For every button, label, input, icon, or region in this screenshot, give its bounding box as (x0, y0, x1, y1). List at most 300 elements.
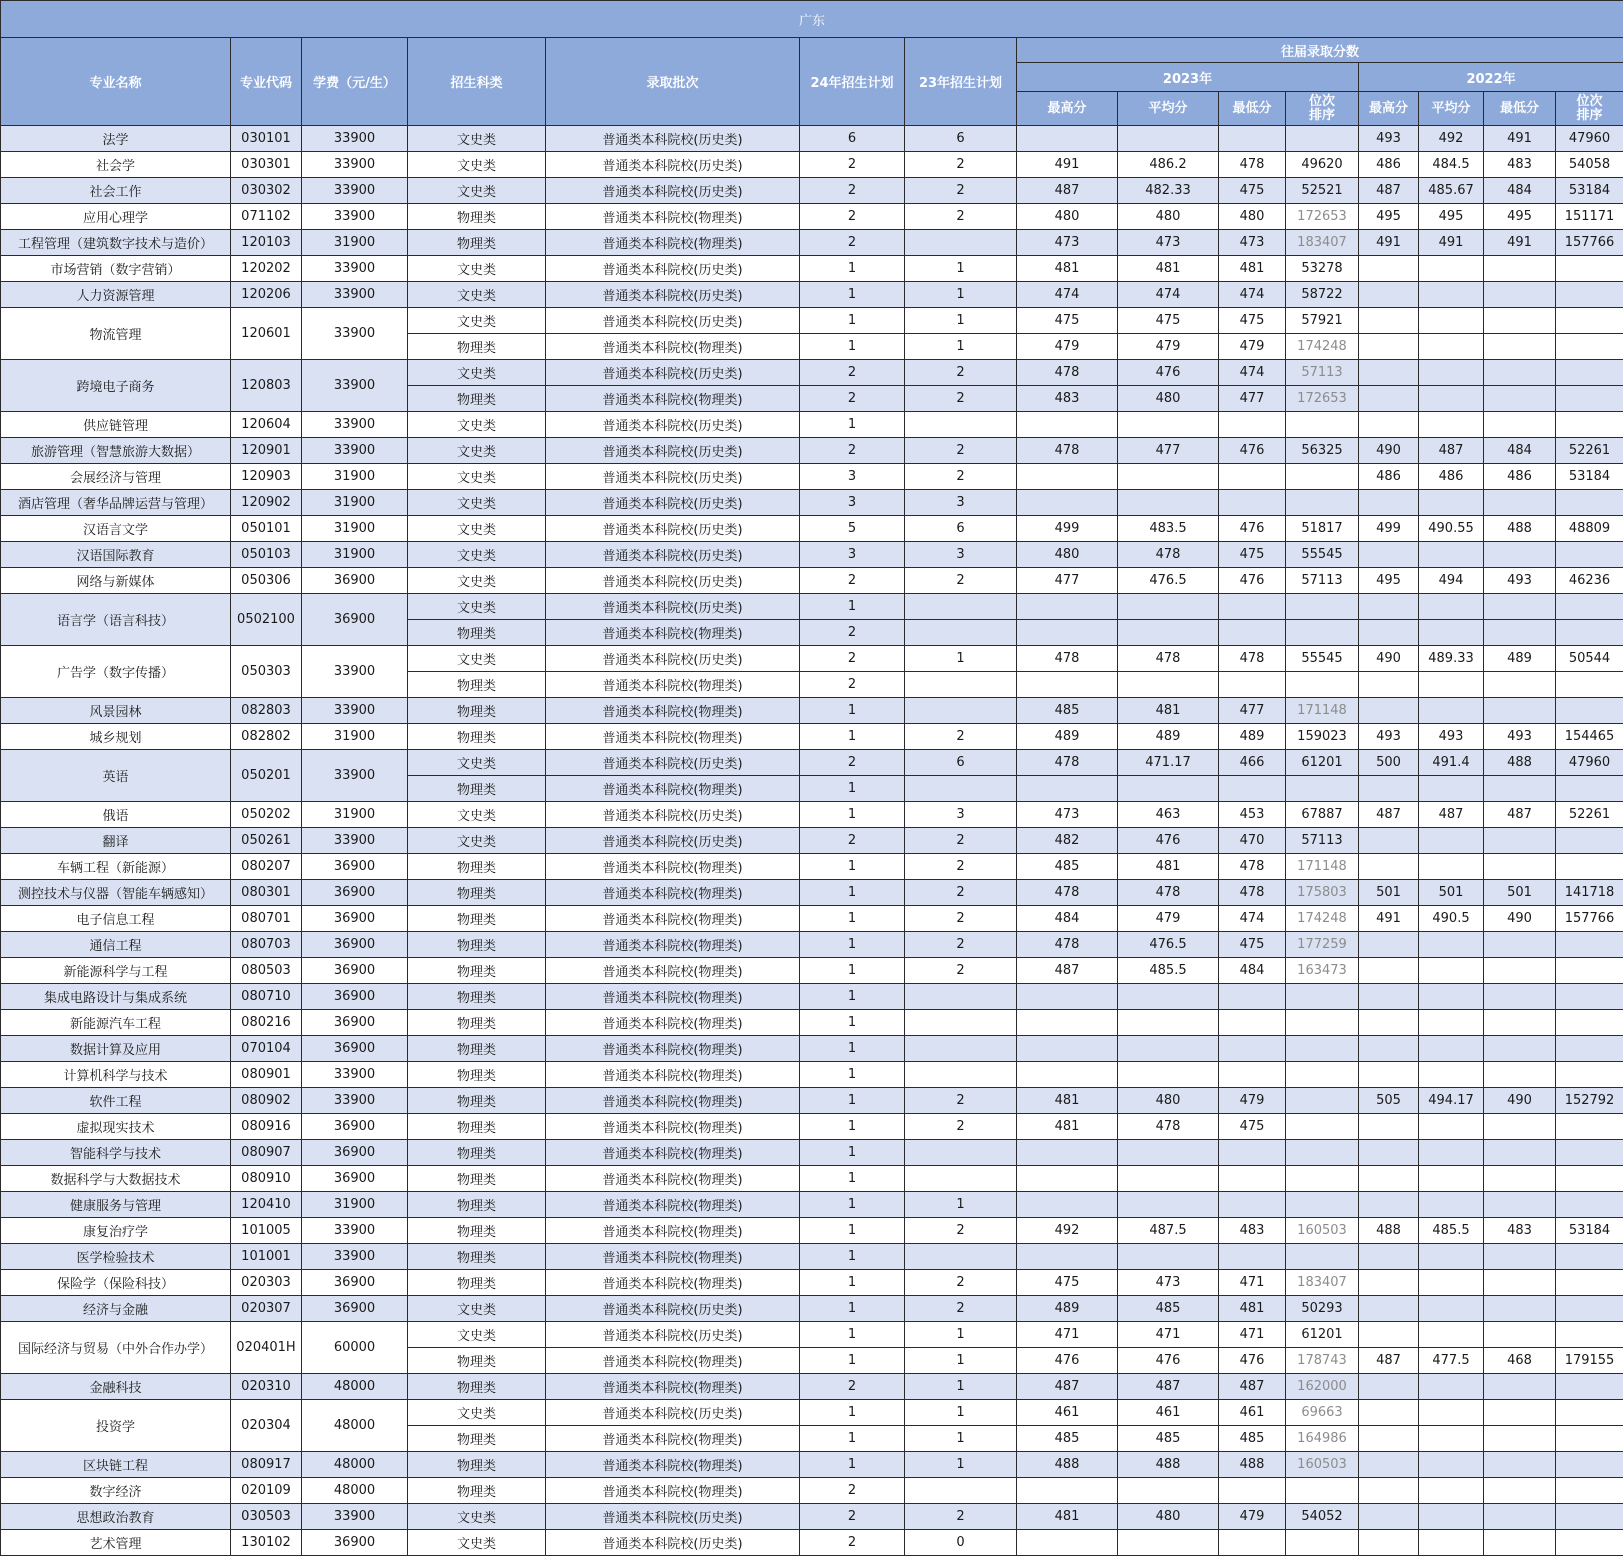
avg-2023-cell: 486.2 (1118, 152, 1219, 178)
batch-cell: 普通类本科院校(历史类) (546, 802, 800, 828)
rank-2022-cell: 50544 (1556, 646, 1623, 672)
table-row (1, 724, 1623, 750)
plan23-cell: 6 (905, 126, 1017, 152)
category-cell: 文史类 (408, 308, 546, 334)
max-2022-cell: 490 (1359, 646, 1419, 672)
plan24-cell: 1 (800, 1218, 905, 1244)
plan24-cell: 1 (800, 282, 905, 308)
min-2023-cell (1219, 984, 1286, 1010)
min-2022-cell (1484, 256, 1556, 282)
avg-2023-cell (1118, 1140, 1219, 1166)
plan24-cell: 2 (800, 438, 905, 464)
major-code: 120902 (231, 490, 302, 516)
min-2022-cell (1484, 282, 1556, 308)
category-cell: 文史类 (408, 178, 546, 204)
avg-2022-cell: 491.4 (1419, 750, 1484, 776)
min-2023-cell: 477 (1219, 386, 1286, 412)
avg-2022-cell (1419, 1140, 1484, 1166)
batch-cell: 普通类本科院校(物理类) (546, 1062, 800, 1088)
rank-2022-cell (1556, 1244, 1623, 1270)
max-2022-cell (1359, 1114, 1419, 1140)
max-2023-cell (1017, 1036, 1118, 1062)
major-name: 艺术管理 (1, 1530, 231, 1556)
avg-2023-cell: 475 (1118, 308, 1219, 334)
plan23-cell: 2 (905, 386, 1017, 412)
min-2022-cell (1484, 672, 1556, 698)
max-2023-cell (1017, 984, 1118, 1010)
table-row (1, 594, 1623, 620)
major-name: 健康服务与管理 (1, 1192, 231, 1218)
major-fee: 31900 (302, 490, 408, 516)
major-name: 金融科技 (1, 1374, 231, 1400)
rank-2023-cell: 57113 (1286, 360, 1359, 386)
category-cell: 物理类 (408, 672, 546, 698)
plan24-cell: 1 (800, 776, 905, 802)
category-cell: 文史类 (408, 594, 546, 620)
max-2022-cell (1359, 542, 1419, 568)
rank-2022-cell (1556, 1400, 1623, 1426)
max-2023-cell: 499 (1017, 516, 1118, 542)
plan24-cell: 1 (800, 958, 905, 984)
plan24-cell: 2 (800, 568, 905, 594)
min-2023-cell: 474 (1219, 906, 1286, 932)
min-2022-cell: 490 (1484, 1088, 1556, 1114)
major-code: 082803 (231, 698, 302, 724)
min-2022-cell (1484, 386, 1556, 412)
rank-2022-cell (1556, 282, 1623, 308)
major-fee: 36900 (302, 1166, 408, 1192)
avg-2022-cell (1419, 334, 1484, 360)
major-name: 虚拟现实技术 (1, 1114, 231, 1140)
rank-2022-cell: 53184 (1556, 464, 1623, 490)
rank-2023-cell (1286, 776, 1359, 802)
avg-2023-cell: 478 (1118, 646, 1219, 672)
min-2023-cell: 476 (1219, 516, 1286, 542)
major-fee: 31900 (302, 802, 408, 828)
max-2022-cell (1359, 1478, 1419, 1504)
major-name: 物流管理 (1, 308, 231, 360)
avg-2023-cell (1118, 1166, 1219, 1192)
plan24-cell: 2 (800, 386, 905, 412)
rank-2022-cell: 154465 (1556, 724, 1623, 750)
avg-2022-cell: 489.33 (1419, 646, 1484, 672)
category-cell: 物理类 (408, 906, 546, 932)
category-cell: 文史类 (408, 828, 546, 854)
min-2023-cell: 471 (1219, 1322, 1286, 1348)
plan24-cell: 1 (800, 906, 905, 932)
table-row (1, 906, 1623, 932)
plan24-cell: 2 (800, 178, 905, 204)
avg-2023-cell (1118, 1062, 1219, 1088)
major-fee: 36900 (302, 880, 408, 906)
rank-2023-cell (1286, 1192, 1359, 1218)
table-row (1, 438, 1623, 464)
plan23-cell: 2 (905, 1218, 1017, 1244)
min-2023-cell: 481 (1219, 1296, 1286, 1322)
avg-2022-cell (1419, 1270, 1484, 1296)
major-code: 080907 (231, 1140, 302, 1166)
major-code: 080916 (231, 1114, 302, 1140)
category-cell: 物理类 (408, 1348, 546, 1374)
max-2022-cell (1359, 932, 1419, 958)
batch-cell: 普通类本科院校(物理类) (546, 1218, 800, 1244)
max-2023-cell: 485 (1017, 698, 1118, 724)
avg-2022-cell (1419, 386, 1484, 412)
min-2022-cell: 501 (1484, 880, 1556, 906)
major-name: 市场营销（数字营销） (1, 256, 231, 282)
max-2022-cell: 486 (1359, 464, 1419, 490)
max-2023-cell: 473 (1017, 802, 1118, 828)
min-2023-cell: 483 (1219, 1218, 1286, 1244)
rank-2023-cell: 174248 (1286, 334, 1359, 360)
min-2022-cell (1484, 594, 1556, 620)
min-2023-cell: 481 (1219, 256, 1286, 282)
major-code: 120202 (231, 256, 302, 282)
major-name: 语言学（语言科技） (1, 594, 231, 646)
category-cell: 文史类 (408, 126, 546, 152)
table-row (1, 1244, 1623, 1270)
batch-cell: 普通类本科院校(历史类) (546, 308, 800, 334)
category-cell: 文史类 (408, 438, 546, 464)
max-2022-cell (1359, 620, 1419, 646)
rank-2023-cell: 183407 (1286, 230, 1359, 256)
major-fee: 31900 (302, 464, 408, 490)
max-2023-cell: 479 (1017, 334, 1118, 360)
batch-cell: 普通类本科院校(物理类) (546, 1426, 800, 1452)
avg-2022-cell (1419, 1530, 1484, 1556)
max-2023-cell: 487 (1017, 1374, 1118, 1400)
plan24-cell: 1 (800, 1270, 905, 1296)
plan23-cell: 2 (905, 464, 1017, 490)
category-cell: 文史类 (408, 360, 546, 386)
category-cell: 物理类 (408, 1192, 546, 1218)
major-code: 070104 (231, 1036, 302, 1062)
min-2023-cell: 485 (1219, 1426, 1286, 1452)
max-2022-cell: 490 (1359, 438, 1419, 464)
major-name: 人力资源管理 (1, 282, 231, 308)
max-2023-cell: 478 (1017, 438, 1118, 464)
max-2023-cell (1017, 776, 1118, 802)
rank-2022-cell (1556, 1036, 1623, 1062)
major-fee: 33900 (302, 308, 408, 360)
plan24-cell: 1 (800, 256, 905, 282)
major-code: 020304 (231, 1400, 302, 1452)
batch-cell: 普通类本科院校(物理类) (546, 1166, 800, 1192)
plan24-cell: 5 (800, 516, 905, 542)
min-2022-cell (1484, 1478, 1556, 1504)
plan23-cell (905, 230, 1017, 256)
batch-cell: 普通类本科院校(物理类) (546, 724, 800, 750)
max-2023-cell: 488 (1017, 1452, 1118, 1478)
category-cell: 物理类 (408, 1218, 546, 1244)
plan24-cell: 2 (800, 1504, 905, 1530)
plan23-cell (905, 1010, 1017, 1036)
plan24-cell: 2 (800, 750, 905, 776)
category-cell: 物理类 (408, 776, 546, 802)
major-fee: 36900 (302, 906, 408, 932)
plan23-cell (905, 1062, 1017, 1088)
max-2022-cell (1359, 1426, 1419, 1452)
major-fee: 33900 (302, 698, 408, 724)
major-fee: 33900 (302, 750, 408, 802)
category-cell: 物理类 (408, 334, 546, 360)
table-row (1, 464, 1623, 490)
category-cell: 物理类 (408, 698, 546, 724)
plan23-cell: 1 (905, 1374, 1017, 1400)
batch-cell: 普通类本科院校(历史类) (546, 828, 800, 854)
min-2022-cell (1484, 1166, 1556, 1192)
major-fee: 33900 (302, 1088, 408, 1114)
major-name: 思想政治教育 (1, 1504, 231, 1530)
plan24-cell: 1 (800, 854, 905, 880)
rank-2022-cell (1556, 1530, 1623, 1556)
avg-2023-cell: 483.5 (1118, 516, 1219, 542)
plan24-cell: 2 (800, 620, 905, 646)
min-2023-cell: 475 (1219, 932, 1286, 958)
rank-2022-cell: 152792 (1556, 1088, 1623, 1114)
max-2023-cell (1017, 1530, 1118, 1556)
major-name: 智能科学与技术 (1, 1140, 231, 1166)
min-2022-cell (1484, 412, 1556, 438)
max-2022-cell: 487 (1359, 1348, 1419, 1374)
rank-2023-cell: 171148 (1286, 698, 1359, 724)
max-2023-cell: 478 (1017, 360, 1118, 386)
major-name: 新能源汽车工程 (1, 1010, 231, 1036)
batch-cell: 普通类本科院校(物理类) (546, 880, 800, 906)
table-row (1, 152, 1623, 178)
max-2023-cell (1017, 126, 1118, 152)
rank-2023-cell: 54052 (1286, 1504, 1359, 1530)
plan24-cell: 2 (800, 1478, 905, 1504)
avg-2023-cell: 476.5 (1118, 568, 1219, 594)
rank-2022-cell (1556, 1504, 1623, 1530)
table-row (1, 1192, 1623, 1218)
avg-2023-cell: 478 (1118, 1114, 1219, 1140)
min-2023-cell (1219, 594, 1286, 620)
category-cell: 物理类 (408, 1088, 546, 1114)
max-2022-cell (1359, 1192, 1419, 1218)
rank-2023-cell: 61201 (1286, 1322, 1359, 1348)
max-2023-cell: 487 (1017, 178, 1118, 204)
batch-cell: 普通类本科院校(物理类) (546, 854, 800, 880)
min-2022-cell: 483 (1484, 1218, 1556, 1244)
header-year-2022: 2022年 (1359, 63, 1623, 92)
major-code: 120601 (231, 308, 302, 360)
major-code: 120206 (231, 282, 302, 308)
max-2022-cell: 500 (1359, 750, 1419, 776)
category-cell: 物理类 (408, 1010, 546, 1036)
major-name: 数据科学与大数据技术 (1, 1166, 231, 1192)
max-2022-cell (1359, 984, 1419, 1010)
table-row (1, 1114, 1623, 1140)
major-name: 英语 (1, 750, 231, 802)
batch-cell: 普通类本科院校(物理类) (546, 230, 800, 256)
avg-2022-cell (1419, 776, 1484, 802)
plan23-cell: 2 (905, 152, 1017, 178)
rank-2023-cell: 55545 (1286, 646, 1359, 672)
category-cell: 物理类 (408, 1270, 546, 1296)
min-2022-cell: 483 (1484, 152, 1556, 178)
rank-2022-cell (1556, 1166, 1623, 1192)
min-2023-cell: 475 (1219, 1114, 1286, 1140)
major-fee: 36900 (302, 958, 408, 984)
table-row (1, 1140, 1623, 1166)
avg-2022-cell: 494.17 (1419, 1088, 1484, 1114)
min-2022-cell: 491 (1484, 126, 1556, 152)
max-2023-cell: 489 (1017, 1296, 1118, 1322)
rank-2023-cell (1286, 1010, 1359, 1036)
major-fee: 33900 (302, 412, 408, 438)
avg-2023-cell (1118, 672, 1219, 698)
avg-2023-cell: 485 (1118, 1426, 1219, 1452)
major-name: 法学 (1, 126, 231, 152)
batch-cell: 普通类本科院校(历史类) (546, 1530, 800, 1556)
max-2022-cell (1359, 1296, 1419, 1322)
avg-2023-cell (1118, 984, 1219, 1010)
avg-2023-cell: 480 (1118, 1504, 1219, 1530)
major-fee: 33900 (302, 152, 408, 178)
avg-2023-cell: 479 (1118, 334, 1219, 360)
major-code: 080207 (231, 854, 302, 880)
plan23-cell (905, 698, 1017, 724)
batch-cell: 普通类本科院校(物理类) (546, 1452, 800, 1478)
avg-2022-cell: 477.5 (1419, 1348, 1484, 1374)
table-row (1, 1374, 1623, 1400)
batch-cell: 普通类本科院校(物理类) (546, 1088, 800, 1114)
max-2022-cell (1359, 386, 1419, 412)
header-max-2023: 最高分 (1017, 92, 1118, 126)
max-2022-cell (1359, 672, 1419, 698)
major-fee: 36900 (302, 1270, 408, 1296)
min-2023-cell: 453 (1219, 802, 1286, 828)
category-cell: 文史类 (408, 464, 546, 490)
avg-2022-cell (1419, 282, 1484, 308)
category-cell: 物理类 (408, 1374, 546, 1400)
max-2023-cell (1017, 1062, 1118, 1088)
major-fee: 33900 (302, 282, 408, 308)
avg-2023-cell: 482.33 (1118, 178, 1219, 204)
rank-2023-cell: 162000 (1286, 1374, 1359, 1400)
major-name: 风景园林 (1, 698, 231, 724)
major-name: 翻译 (1, 828, 231, 854)
major-code: 050201 (231, 750, 302, 802)
major-name: 数据计算及应用 (1, 1036, 231, 1062)
avg-2023-cell (1118, 464, 1219, 490)
avg-2022-cell (1419, 542, 1484, 568)
plan24-cell: 3 (800, 490, 905, 516)
min-2022-cell: 487 (1484, 802, 1556, 828)
table-row (1, 698, 1623, 724)
avg-2023-cell: 481 (1118, 256, 1219, 282)
min-2022-cell (1484, 1010, 1556, 1036)
batch-cell: 普通类本科院校(物理类) (546, 672, 800, 698)
avg-2022-cell (1419, 854, 1484, 880)
table-row (1, 516, 1623, 542)
plan23-cell: 0 (905, 1530, 1017, 1556)
category-cell: 物理类 (408, 724, 546, 750)
table-row (1, 1036, 1623, 1062)
min-2022-cell (1484, 1036, 1556, 1062)
plan23-cell: 6 (905, 750, 1017, 776)
major-fee: 36900 (302, 1114, 408, 1140)
batch-cell: 普通类本科院校(历史类) (546, 256, 800, 282)
category-cell: 文史类 (408, 1296, 546, 1322)
min-2023-cell: 478 (1219, 646, 1286, 672)
max-2022-cell (1359, 1010, 1419, 1036)
plan24-cell: 2 (800, 360, 905, 386)
plan23-cell: 1 (905, 1400, 1017, 1426)
batch-cell: 普通类本科院校(物理类) (546, 1374, 800, 1400)
plan23-cell: 1 (905, 646, 1017, 672)
max-2022-cell: 501 (1359, 880, 1419, 906)
min-2023-cell (1219, 1010, 1286, 1036)
table-row (1, 360, 1623, 386)
min-2022-cell (1484, 1114, 1556, 1140)
major-code: 120604 (231, 412, 302, 438)
avg-2022-cell (1419, 1478, 1484, 1504)
major-name: 旅游管理（智慧旅游大数据） (1, 438, 231, 464)
category-cell: 文史类 (408, 542, 546, 568)
max-2022-cell (1359, 490, 1419, 516)
avg-2022-cell (1419, 932, 1484, 958)
max-2022-cell: 499 (1359, 516, 1419, 542)
min-2023-cell: 475 (1219, 308, 1286, 334)
max-2023-cell (1017, 412, 1118, 438)
header-name: 专业名称 (1, 38, 231, 126)
max-2022-cell (1359, 1270, 1419, 1296)
min-2023-cell: 477 (1219, 698, 1286, 724)
major-fee: 36900 (302, 1530, 408, 1556)
header-fee: 学费（元/生） (302, 38, 408, 126)
plan23-cell: 2 (905, 724, 1017, 750)
min-2022-cell (1484, 1062, 1556, 1088)
major-name: 通信工程 (1, 932, 231, 958)
avg-2023-cell: 474 (1118, 282, 1219, 308)
min-2023-cell: 471 (1219, 1270, 1286, 1296)
batch-cell: 普通类本科院校(历史类) (546, 282, 800, 308)
rank-2022-cell (1556, 412, 1623, 438)
rank-2023-cell: 175803 (1286, 880, 1359, 906)
rank-2023-cell: 159023 (1286, 724, 1359, 750)
batch-cell: 普通类本科院校(物理类) (546, 984, 800, 1010)
max-2023-cell: 481 (1017, 1504, 1118, 1530)
plan24-cell: 1 (800, 1296, 905, 1322)
avg-2023-cell (1118, 126, 1219, 152)
max-2022-cell (1359, 334, 1419, 360)
major-name: 国际经济与贸易（中外合作办学） (1, 1322, 231, 1374)
max-2022-cell (1359, 1452, 1419, 1478)
major-name: 车辆工程（新能源） (1, 854, 231, 880)
min-2023-cell (1219, 412, 1286, 438)
rank-2022-cell (1556, 672, 1623, 698)
min-2023-cell: 473 (1219, 230, 1286, 256)
min-2023-cell: 476 (1219, 438, 1286, 464)
max-2023-cell: 481 (1017, 256, 1118, 282)
max-2023-cell (1017, 1244, 1118, 1270)
plan23-cell (905, 672, 1017, 698)
table-row (1, 802, 1623, 828)
rank-2022-cell: 157766 (1556, 230, 1623, 256)
rank-2023-cell (1286, 984, 1359, 1010)
min-2023-cell (1219, 1062, 1286, 1088)
rank-2022-cell: 53184 (1556, 1218, 1623, 1244)
avg-2022-cell: 486 (1419, 464, 1484, 490)
header-plan24: 24年招生计划 (800, 38, 905, 126)
plan24-cell: 1 (800, 1244, 905, 1270)
min-2023-cell (1219, 1192, 1286, 1218)
rank-2023-cell (1286, 1530, 1359, 1556)
rank-2022-cell: 46236 (1556, 568, 1623, 594)
